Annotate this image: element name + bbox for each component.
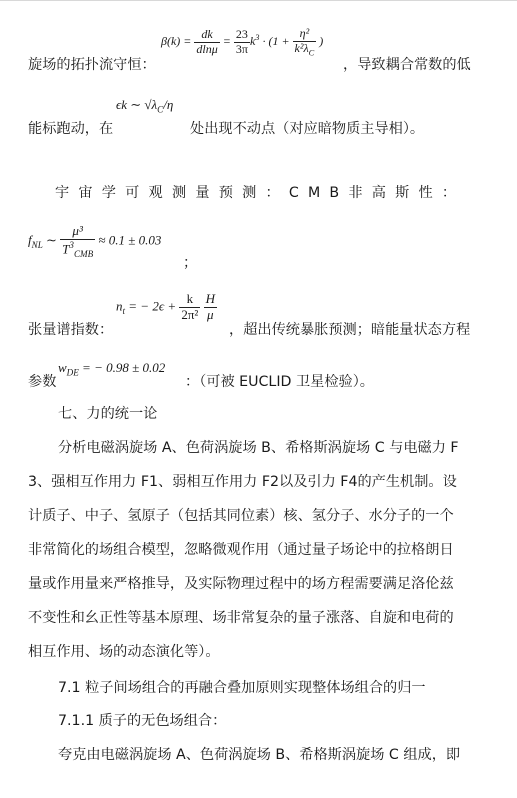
p5-prefix: 张量谱指数： [28,322,114,338]
p1-suffix: ，导致耦合常数的低 [343,57,471,73]
equation-fixed-point: ϵk ∼ $√\lambda_C/\eta$ [116,97,174,115]
p1-prefix: 旋场的拓扑流守恒： [28,57,156,73]
p5-suffix: ，超出传统暴胀预测；暗能量状态方程 [229,322,471,338]
fraction-eta-k2lambda: $\frac{\text{η²}}{k^2\lambda_C}$ [294,26,315,58]
p2-suffix: 处出现不动点（对应暗物质主导相）。 [190,121,425,137]
p6-suffix: ：（可被 EUCLID 卫星检验）。 [185,374,374,390]
equation-fnl: $f_{NL}$ ∼ $\frac{\text{μ³}}{T^3_{CMB}}$ ≈ 0.1 ± 0.03 [28,223,162,259]
paragraph-line-2: 3、强相互作用力 F1、弱相互作用力 F2以及引力 F4的产生机制。设 [28,474,457,490]
equation-beta: β(k) = $\frac{dk}{dln\mu}$ = $\frac{23}{3\pi}$ $k^3 \cdot (1$ + $\frac{\text{η²}}{k^2\lambda_C}$ ) [161,26,324,58]
paragraph-line-4: 非常简化的场组合模型，忽略微观作用（通过量子场论中的拉格朗日 [28,542,454,558]
fraction-mu-tcmb: $\frac{\text{μ³}}{T^3_{CMB}}$ [62,223,94,259]
paragraph-line-5: 量或作用量来严格推导，及实际物理过程中的场方程需要满足洛伦兹 [28,576,454,592]
equation-wde: $w_{DE}$ = − 0.98 ± 0.02 [58,360,166,378]
semicolon: ； [183,255,198,271]
top-divider [0,0,517,1]
paragraph-line-1: 分析电磁涡旋场 A、色荷涡旋场 B、希格斯涡旋场 C 与电磁力 F [58,440,459,456]
section-7-1-heading: 7.1 粒子间场组合的再融合叠加原则实现整体场组合的归一 [58,680,426,696]
p6-prefix: 参数 [28,374,57,390]
paragraph-line-3: 计质子、中子、氢原子（包括其同位素）核、氢分子、水分子的一个 [28,508,454,524]
paragraph-line-7: 相互作用、场的动态演化等）。 [28,644,220,660]
fraction-h-mu: $\frac{H}{\mu}$ [205,291,215,322]
fraction-23-3pi: $\frac{23}{3\pi}$ [235,27,248,56]
paragraph-line-6: 不变性和幺正性等基本原理、场非常复杂的量子涨落、自旋和电荷的 [28,610,454,626]
cosmology-prediction-line: 宇宙学可观测量预测：CMB非高斯性： [55,185,466,201]
section-7-1-1-heading: 7.1.1 质子的无色场组合： [58,713,227,729]
equation-nt: $n_t$ = − 2ϵ + $\frac{k}{\text{2π²}}$ $\frac{H}{\mu}$ [116,291,215,322]
beta-lhs: β(k) = [161,34,192,49]
fraction-k-2pi2: $\frac{k}{\text{2π²}}$ [181,291,199,322]
last-line: 夸克由电磁涡旋场 A、色荷涡旋场 B、希格斯涡旋场 C 组成，即 [58,747,461,763]
section-7-heading: 七、力的统一论 [58,406,158,422]
p2-prefix: 能标跑动，在 [28,121,114,137]
fraction-dk-dlnmu: $\frac{dk}{dln\mu}$ [196,27,218,56]
